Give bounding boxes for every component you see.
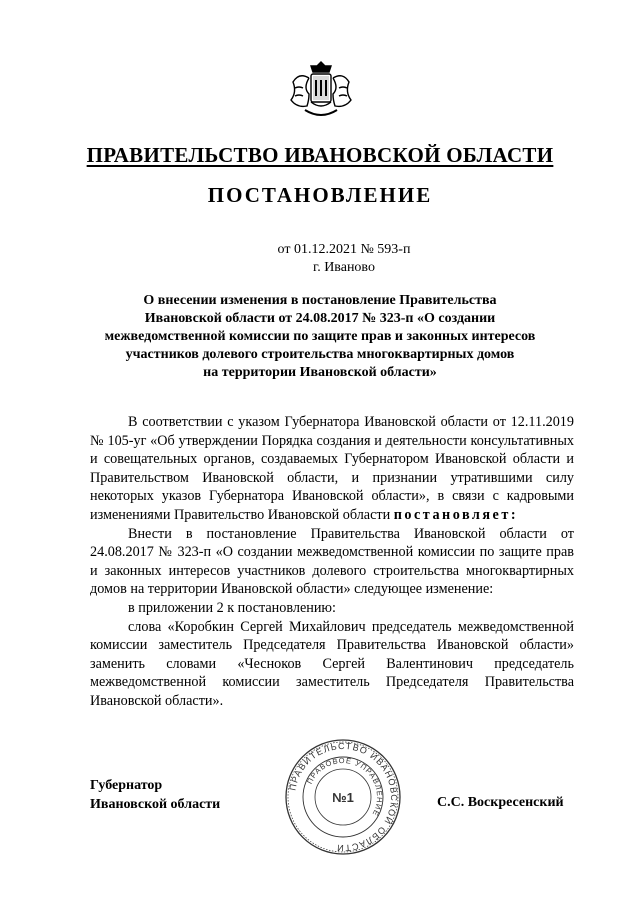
seal-number: №1 [332, 790, 354, 805]
document-body [90, 413, 574, 711]
organization-title: ПРАВИТЕЛЬСТВО ИВАНОВСКОЙ ОБЛАСТИ [86, 143, 554, 167]
signer-name: С.С. Воскресенский [437, 795, 564, 810]
city: г. Иваново [313, 260, 375, 275]
document-subject: О внесении изменения в постановление Правительства Ивановской области от 24.08.2017 № 323-п «О создании межведомственной комиссии по защите прав и законных интересов участников долевого строительства многоквартирных домов на территории Ивановской области» [104, 293, 536, 380]
seal-stamp [283, 737, 403, 857]
coat-of-arms-icon [285, 58, 357, 120]
paragraph-3: в приложении 2 к постановлению: [128, 599, 336, 616]
resolution-keyword: постановляет: [393, 506, 519, 523]
date-number: от 01.12.2021 № 593-п [277, 242, 411, 257]
paragraph-2: Внести в постановление Правительства Ивановской области от 24.08.2017 № 323-п «О создании межведомственной комиссии по защите прав и законных интересов участников долевого строительства многоквартирных домов на территории Ивановской области» следующее изменение: [90, 525, 574, 598]
seal-inner-text: ПРАВОВОЕ УПРАВЛЕНИЕ [305, 755, 385, 819]
document-type: ПОСТАНОВЛЕНИЕ [207, 183, 433, 207]
document-meta [0, 241, 640, 277]
paragraph-4: слова «Коробкин Сергей Михайлович председатель межведомственной комиссии заместитель Председателя Правительства Ивановской области» заменить словами «Чесноков Сергей Валентинович председатель межведомственной комиссии заместитель Председателя Правительства Ивановской области». [90, 618, 574, 709]
seal-outer-text: ПРАВИТЕЛЬСТВО ИВАНОВСКОЙ ОБЛАСТИ [287, 740, 400, 854]
paragraph-1: В соответствии с указом Губернатора Ивановской области от 12.11.2019 № 105-уг «Об утверждении Порядка создания и деятельности консультативных и совещательных органов, создаваемых Губернатором Ивановской области и Правительством Ивановской области, и признании утратившими силу некоторых указов Губернатора Ивановской области», в связи с кадровыми изменениями Правительство Ивановской области постановляет: [90, 414, 574, 523]
signer-title: Губернатор Ивановской области [90, 778, 221, 812]
